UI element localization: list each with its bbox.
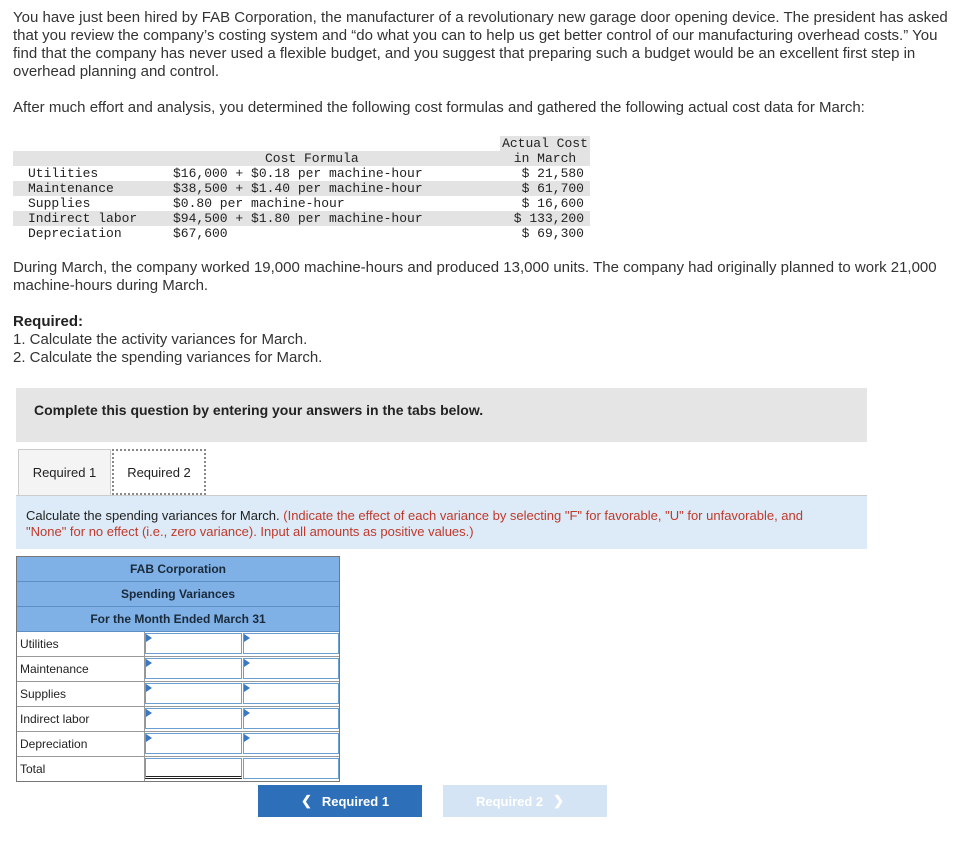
cost-formula-table (13, 136, 590, 241)
next-button-label: Required 2 (475, 793, 544, 809)
effect-select[interactable] (243, 633, 339, 654)
table-row (17, 732, 339, 757)
cost-formula-header: Cost Formula (265, 151, 359, 166)
question-note: (Indicate the effect of each variance by selecting "F" for favorable, "U" for unfavorable, and "None" for no effect (i.e., zero variance). Input all amounts as positive values.) (26, 508, 803, 539)
cost-row (13, 166, 590, 181)
input-marker-icon (146, 634, 152, 642)
input-marker-icon (146, 709, 152, 717)
required-section (13, 313, 958, 367)
actual-cost: $ 16,600 (521, 196, 584, 211)
cost-formula: $67,600 (173, 226, 228, 241)
instruction-text: Complete this question by entering your answers in the tabs below. (34, 402, 484, 418)
row-label: Total (20, 762, 46, 776)
dropdown-marker-icon (244, 734, 250, 742)
cost-row (13, 226, 590, 241)
amount-input[interactable] (145, 633, 242, 654)
cost-formula: $38,500 + $1.40 per machine-hour (173, 181, 423, 196)
table-row-total (17, 757, 339, 781)
actual-cost: $ 69,300 (521, 226, 584, 241)
prev-button-label: Required 1 (321, 793, 390, 809)
cost-item: Supplies (28, 196, 91, 211)
question-text: Calculate the spending variances for March. (Indicate the effect of each variance by selecting "F" for favorable, "U" for unfavorable, and "None" for no effect (i.e., zero variance). Input all amounts as positive values.) (26, 508, 803, 539)
input-marker-icon (146, 684, 152, 692)
cost-formula: $94,500 + $1.80 per machine-hour (173, 211, 423, 226)
required-heading: Required: (13, 313, 84, 330)
cost-row (13, 196, 590, 211)
amount-input[interactable] (145, 733, 242, 754)
input-marker-icon (146, 659, 152, 667)
cost-item: Utilities (28, 166, 99, 181)
table-title-report: Spending Variances (17, 582, 339, 607)
row-label: Supplies (20, 687, 67, 701)
cost-row (13, 211, 590, 226)
cost-formula: $0.80 per machine-hour (173, 196, 345, 211)
input-marker-icon (146, 734, 152, 742)
next-button[interactable] (443, 785, 607, 817)
table-row (17, 657, 339, 682)
required-item-2: 2. Calculate the spending variances for March. (13, 349, 323, 366)
question-panel (16, 496, 867, 549)
table-row (17, 682, 339, 707)
total-effect-select[interactable] (243, 758, 339, 779)
table-row (17, 632, 339, 657)
total-amount-input[interactable] (145, 758, 242, 779)
amount-input[interactable] (145, 658, 242, 679)
actual-cost: $ 133,200 (513, 211, 584, 226)
intro-paragraph: You have just been hired by FAB Corporation, the manufacturer of a revolutionary new garage door opening device. The president has asked that you review the company’s costing system and “do what you can to help us get better control of our manufacturing overhead costs.” You find that the company has never used a flexible budget, and you suggest that preparing such a budget would be an excellent first step in overhead planning and control. (13, 9, 948, 80)
actual-cost-header: Actual Cost in March (500, 136, 590, 166)
cost-item: Maintenance (28, 181, 114, 196)
dropdown-marker-icon (244, 684, 250, 692)
prev-button[interactable] (258, 785, 422, 817)
tab-required-2[interactable]: Required 2 (112, 449, 206, 495)
dropdown-marker-icon (244, 634, 250, 642)
dropdown-marker-icon (244, 659, 250, 667)
actual-cost: $ 61,700 (521, 181, 584, 196)
cost-row (13, 181, 590, 196)
row-label: Depreciation (20, 737, 88, 751)
table-title-company: FAB Corporation (17, 557, 339, 582)
instruction-box (16, 388, 867, 442)
row-label: Utilities (20, 637, 59, 651)
row-label: Indirect labor (20, 712, 90, 726)
spending-variance-table (16, 556, 340, 782)
amount-input[interactable] (145, 683, 242, 704)
cost-data-intro: After much effort and analysis, you determined the following cost formulas and gathered the following actual cost data for March: (13, 99, 865, 116)
actual-cost: $ 21,580 (521, 166, 584, 181)
tab-required-1[interactable]: Required 1 (18, 449, 111, 495)
table-row (17, 707, 339, 732)
effect-select[interactable] (243, 708, 339, 729)
chevron-right-icon: ❯ (553, 793, 565, 808)
cost-table-header (13, 136, 590, 166)
effect-select[interactable] (243, 658, 339, 679)
chevron-left-icon: ❮ (300, 793, 312, 808)
row-label: Maintenance (20, 662, 89, 676)
machine-hours-paragraph: During March, the company worked 19,000 machine-hours and produced 13,000 units. The company had originally planned to work 21,000 machine-hours during March. (13, 259, 937, 294)
effect-select[interactable] (243, 683, 339, 704)
cost-formula: $16,000 + $0.18 per machine-hour (173, 166, 423, 181)
required-item-1: 1. Calculate the activity variances for March. (13, 331, 308, 348)
effect-select[interactable] (243, 733, 339, 754)
cost-item: Indirect labor (28, 211, 138, 226)
table-title-period: For the Month Ended March 31 (17, 607, 339, 632)
cost-item: Depreciation (28, 226, 122, 241)
dropdown-marker-icon (244, 709, 250, 717)
amount-input[interactable] (145, 708, 242, 729)
